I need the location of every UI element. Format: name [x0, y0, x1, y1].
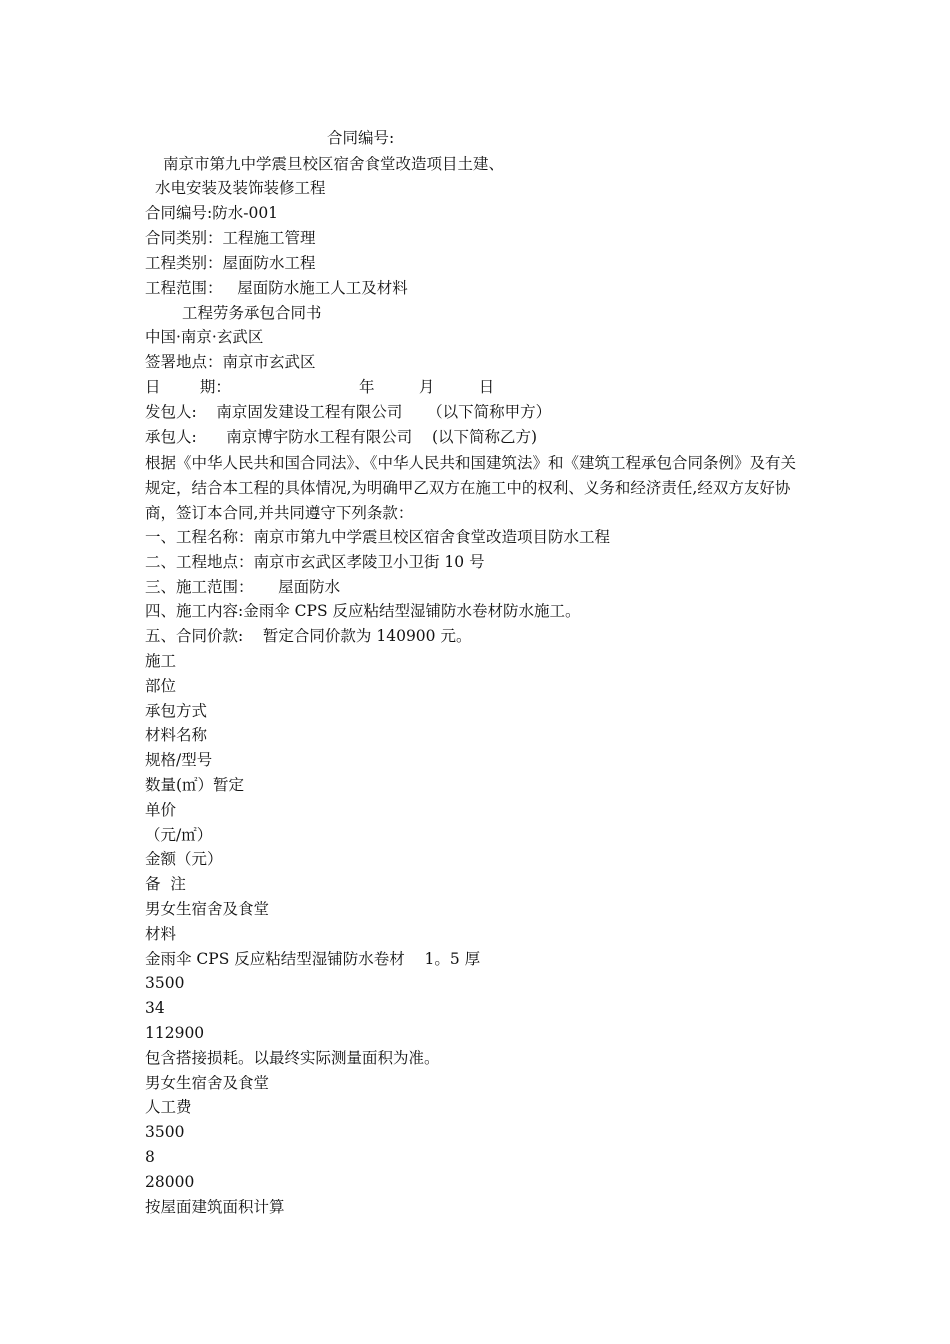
clause-construction-scope: 三、施工范围： 屋面防水 — [145, 578, 341, 596]
table-cell: 3500 — [145, 1123, 185, 1141]
party-a: 发包人: 南京固发建设工程有限公司 （以下简称甲方） — [145, 403, 552, 421]
table-cell: 金雨伞 CPS 反应粘结型湿铺防水卷材 1。5 厚 — [145, 950, 481, 968]
table-header-cell: 材料名称 — [145, 726, 208, 744]
table-cell: 材料 — [145, 925, 177, 943]
table-cell: 男女生宿舍及食堂 — [145, 900, 270, 918]
clause-project-location: 二、工程地点：南京市玄武区孝陵卫小卫街 10 号 — [145, 553, 485, 571]
project-scope: 工程范围： 屋面防水施工人工及材料 — [145, 279, 408, 297]
region: 中国·南京·玄武区 — [145, 328, 264, 346]
table-header-cell: （元/㎡） — [145, 826, 213, 844]
clause-contract-price: 五、合同价款: 暂定合同价款为 140900 元。 — [145, 627, 472, 645]
table-cell: 28000 — [145, 1173, 195, 1191]
table-header-cell: 数量(㎡）暂定 — [145, 776, 245, 794]
clause-construction-content: 四、施工内容:金雨伞 CPS 反应粘结型湿铺防水卷材防水施工。 — [145, 602, 581, 620]
table-cell: 8 — [145, 1148, 155, 1166]
contract-number-label: 合同编号: — [327, 129, 395, 147]
table-cell: 按屋面建筑面积计算 — [145, 1198, 285, 1216]
table-cell: 人工费 — [145, 1098, 192, 1116]
table-header-cell: 承包方式 — [145, 702, 208, 720]
date-line: 日 期： 年 月 日 — [145, 378, 495, 396]
table-header-cell: 规格/型号 — [145, 751, 213, 769]
contract-book-title: 工程劳务承包合同书 — [182, 304, 322, 322]
table-cell: 112900 — [145, 1024, 205, 1042]
table-cell: 3500 — [145, 974, 185, 992]
clause-project-name: 一、工程名称：南京市第九中学震旦校区宿舍食堂改造项目防水工程 — [145, 528, 611, 546]
table-header-cell: 单价 — [145, 801, 177, 819]
table-header-cell: 部位 — [145, 677, 177, 695]
preamble-paragraph: 根据《中华人民共和国合同法》、《中华人民共和国建筑法》和《建筑工程承包合同条例》及有关规定，结合本工程的具体情况,为明确甲乙双方在施工中的权利、义务和经济责任,经双方友好协商，签订本合同,并共同遵守下列条款： — [145, 454, 797, 522]
table-cell: 34 — [145, 999, 165, 1017]
contract-number: 合同编号:防水-001 — [145, 204, 279, 222]
project-type: 工程类别：屋面防水工程 — [145, 254, 316, 272]
table-header-cell: 施工 — [145, 652, 177, 670]
table-cell: 男女生宿舍及食堂 — [145, 1074, 270, 1092]
project-title-line-2: 水电安装及装饰装修工程 — [155, 179, 326, 197]
signing-place: 签署地点：南京市玄武区 — [145, 353, 316, 371]
party-b: 承包人: 南京博宇防水工程有限公司 (以下简称乙方) — [145, 428, 538, 446]
contract-type: 合同类别：工程施工管理 — [145, 229, 316, 247]
table-header-cell: 金额（元） — [145, 850, 223, 868]
project-title-line-1: 南京市第九中学震旦校区宿舍食堂改造项目土建、 — [163, 155, 505, 173]
table-header-cell: 备 注 — [145, 875, 186, 893]
table-cell: 包含搭接损耗。以最终实际测量面积为准。 — [145, 1049, 440, 1067]
